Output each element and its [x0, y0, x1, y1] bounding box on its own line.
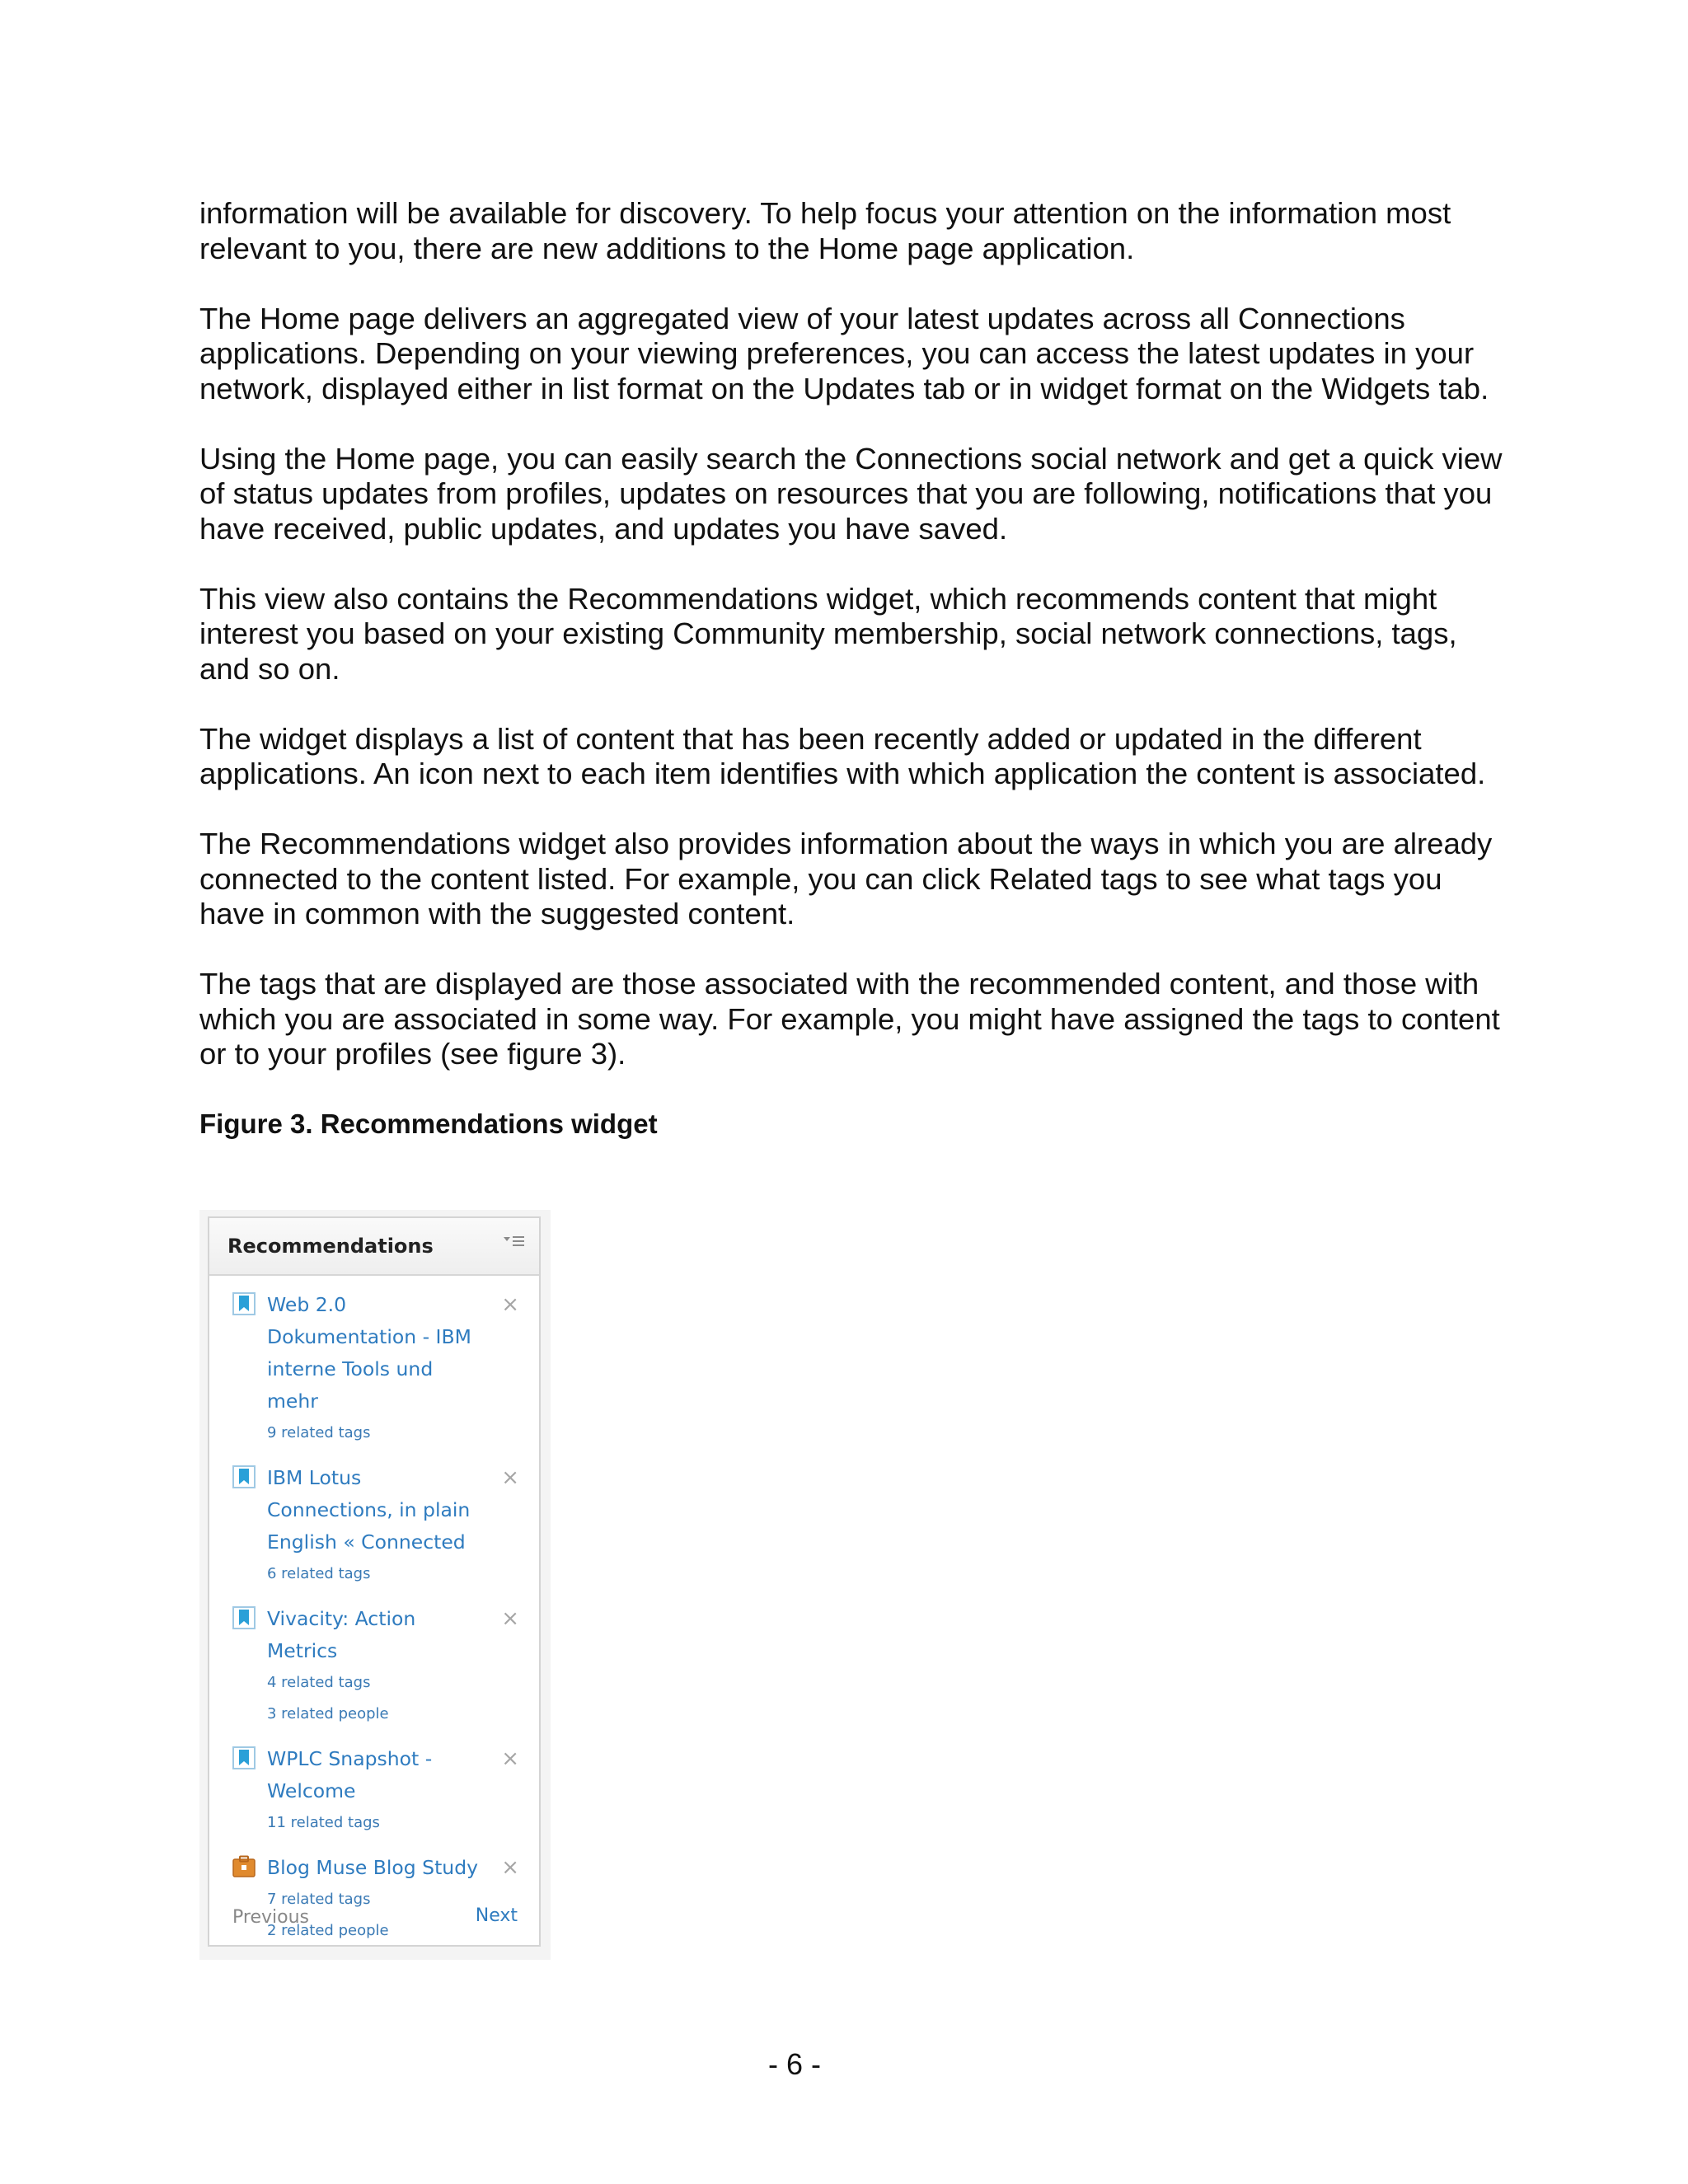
recommendation-title[interactable]: Web 2.0 Dokumentation - IBM interne Tools und mehr — [267, 1293, 471, 1413]
bookmark-icon — [232, 1465, 256, 1488]
figure-image — [199, 1210, 551, 1960]
bookmark-icon — [232, 1292, 256, 1315]
recommendation-list — [209, 1289, 539, 1947]
related-tags-link[interactable]: 7 related tags — [267, 1891, 371, 1908]
paragraph: information will be available for discovery. To help focus your attention on the information most relevant to you, there are new additions to the Home page application. — [199, 196, 1451, 265]
blog-icon — [232, 1855, 256, 1878]
widget-title: Recommendations — [227, 1235, 434, 1258]
related-tags-link[interactable]: 6 related tags — [267, 1565, 371, 1582]
dismiss-icon[interactable]: × — [501, 1292, 519, 1317]
dismiss-icon[interactable]: × — [501, 1465, 519, 1490]
list-item — [209, 1289, 539, 1449]
paragraph: The Recommendations widget also provides information about the ways in which you are already connected to the content listed. For example, you can click Related tags to see what tags you have in common with the suggested content. — [199, 827, 1493, 930]
related-tags-link[interactable]: 9 related tags — [267, 1424, 371, 1441]
figure-caption: Figure 3. Recommendations widget — [199, 1108, 658, 1139]
recommendation-title[interactable]: Blog Muse Blog Study — [267, 1856, 479, 1879]
list-item — [209, 1603, 539, 1730]
widget-header — [209, 1218, 539, 1276]
recommendation-title[interactable]: IBM Lotus Connections, in plain English « Connected — [267, 1466, 471, 1554]
list-item — [209, 1462, 539, 1590]
related-tags-link[interactable]: 11 related tags — [267, 1814, 380, 1831]
bookmark-icon — [232, 1606, 256, 1629]
recommendation-title[interactable]: Vivacity: Action Metrics — [267, 1607, 416, 1662]
dismiss-icon[interactable]: × — [501, 1606, 519, 1631]
paragraph: This view also contains the Recommendations widget, which recommends content that might interest you based on your existing Community membership, social network connections, tags, and so on. — [199, 581, 1457, 686]
bookmark-icon — [232, 1746, 256, 1769]
menu-icon[interactable] — [503, 1233, 526, 1253]
recommendations-widget — [208, 1216, 541, 1947]
related-tags-link[interactable]: 4 related tags — [267, 1674, 371, 1691]
dismiss-icon[interactable]: × — [501, 1855, 519, 1880]
related-people-link[interactable]: 2 related people — [267, 1922, 389, 1939]
paragraph: Using the Home page, you can easily search the Connections social network and get a quick view of status updates from profiles, updates on resources that you are following, notifications that you have received, public updates, and updates you have saved. — [199, 441, 1503, 546]
paragraph: The Home page delivers an aggregated view of your latest updates across all Connections applications. Depending on your viewing preferences, you can access the latest updates in your network, displayed either in list format on the Updates tab or in widget format on the Widgets tab. — [199, 301, 1489, 405]
recommendation-title[interactable]: WPLC Snapshot - Welcome — [267, 1747, 433, 1802]
list-item — [209, 1743, 539, 1839]
widget-pager — [209, 1902, 539, 1935]
dismiss-icon[interactable]: × — [501, 1746, 519, 1771]
related-people-link[interactable]: 3 related people — [267, 1705, 389, 1722]
paragraph: The widget displays a list of content that has been recently added or updated in the different applications. An icon next to each item identifies with which application the content is associated. — [199, 721, 1486, 790]
page-number: - 6 - — [767, 2047, 821, 2081]
body-text — [199, 196, 1510, 1145]
previous-button: Previous — [232, 1907, 309, 1928]
paragraph: The tags that are displayed are those associated with the recommended content, and those with which you are associated in some way. For example, you might have assigned the tags to content or to your profiles (see figure 3). — [199, 967, 1500, 1071]
next-button[interactable]: Next — [475, 1905, 518, 1926]
